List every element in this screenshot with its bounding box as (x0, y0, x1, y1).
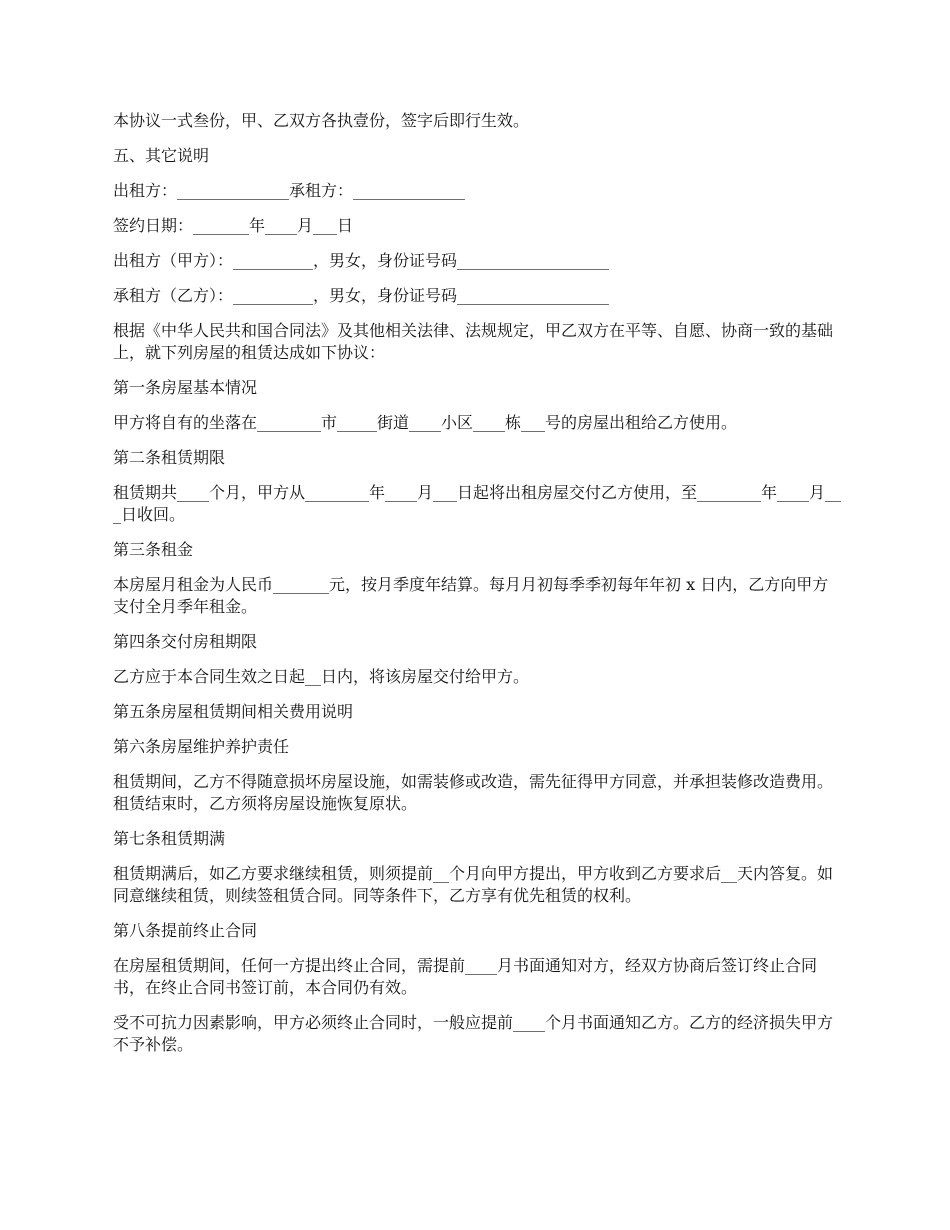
article-8-body: 在房屋租赁期间，任何一方提出终止合同，需提前____月书面通知对方，经双方协商后签订终止合同书，在终止合同书签订前，本合同仍有效。 (113, 956, 818, 997)
article-7-body: 租赁期满后，如乙方要求继续租赁，则须提前__个月向甲方提出，甲方收到乙方要求后__天内答复。如同意继续租赁，则续签租赁合同。同等条件下，乙方享有优先租赁的权利。 (113, 864, 834, 905)
article-3-heading: 第三条租金 (113, 540, 194, 559)
article-5-heading: 第五条房屋租赁期间相关费用说明 (113, 702, 354, 721)
article-1-body: 甲方将自有的坐落在________市_____街道____小区____栋___号的房屋出租给乙方使用。 (113, 413, 738, 432)
article-2-heading: 第二条租赁期限 (113, 448, 226, 467)
article-3-body: 本房屋月租金为人民币_______元，按月季度年结算。每月月初每季季初每年年初 x 日内，乙方向甲方支付全月季年租金。 (113, 575, 829, 616)
section-heading-other-notes: 五、其它说明 (113, 146, 210, 165)
force-majeure-paragraph: 受不可抗力因素影响，甲方必须终止合同时，一般应提前____个月书面通知乙方。乙方的经济损失甲方不予补偿。 (113, 1013, 834, 1054)
signing-date-line: 签约日期：_______年____月___日 (113, 216, 354, 235)
document-body (113, 110, 843, 1069)
article-1-heading: 第一条房屋基本情况 (113, 378, 258, 397)
article-6-heading: 第六条房屋维护养护责任 (113, 737, 290, 756)
article-4-heading: 第四条交付房租期限 (113, 632, 258, 651)
lessor-info-line: 出租方（甲方）：__________，男女，身份证号码___________________ (113, 251, 610, 270)
paragraph-legal-basis: 根据《中华人民共和国合同法》及其他相关法律、法规规定，甲乙双方在平等、自愿、协商一致的基础上，就下列房屋的租赁达成如下协议： (113, 321, 834, 362)
article-8-heading: 第八条提前终止合同 (113, 921, 258, 940)
article-7-heading: 第七条租赁期满 (113, 829, 226, 848)
article-2-body: 租赁期共____个月，甲方从________年____月___日起将出租房屋交付乙方使用，至________年____月___日收回。 (113, 483, 842, 524)
paragraph-copies-clause: 本协议一式叁份，甲、乙双方各执壹份，签字后即行生效。 (113, 111, 530, 130)
article-4-body: 乙方应于本合同生效之日起__日内，将该房屋交付给甲方。 (113, 667, 530, 686)
article-6-body: 租赁期间，乙方不得随意损坏房屋设施，如需装修或改造，需先征得甲方同意，并承担装修改造费用。租赁结束时，乙方须将房屋设施恢复原状。 (113, 772, 834, 813)
signature-line-parties: 出租方：______________承租方：______________ (113, 181, 466, 200)
lessee-info-line: 承租方（乙方）：__________，男女，身份证号码___________________ (113, 286, 610, 305)
